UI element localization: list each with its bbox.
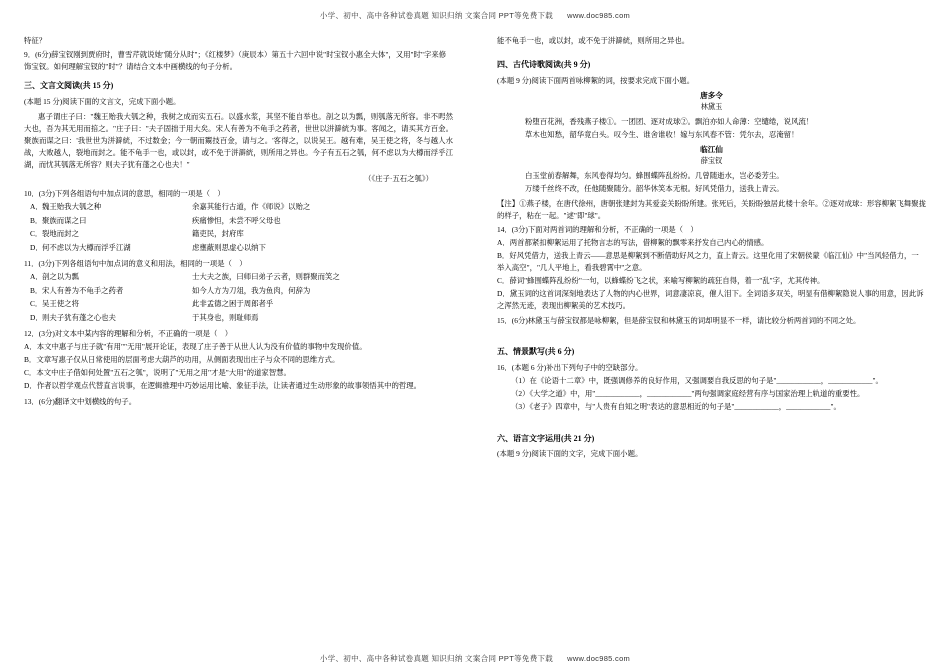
section-4-note: (本题 9 分)阅读下面两首咏柳絮的词，按要求完成下面小题。	[497, 75, 695, 85]
header-text: 小学、初中、高中各种试卷真题 知识归纳 文案合同 PPT等免费下载	[319, 11, 554, 20]
option-label: D．	[30, 242, 43, 252]
question-16-item-2: （2）《大学之道》中，用"____________，____________"两句强调家庭经营有序与国家治理上轨道的重要性。	[511, 388, 865, 398]
option-label: D．	[30, 312, 43, 322]
question-16-item-1: （1）在《论语十二章》中，既强调修养的良好作用，又强调要自我反思的句子是"____________，____________"。	[511, 375, 883, 385]
question-10-option-c	[30, 228, 453, 240]
section-5-title: 五、情景默写(共 6 分)	[497, 346, 575, 356]
question-11-option-a	[30, 271, 453, 283]
option-text-a: 裂地而封之	[42, 229, 79, 239]
classical-passage: 惠子谓庄子曰："魏王贻我大瓠之种，我树之成而实五石。以盛水浆，其坚不能自举也。剖之以为瓢，则瓠落无所容。非不呺然大也，吾为其无用而掊之。"庄子曰："夫子固拙于用大矣。宋人有善为不龟手之药者，世世以洴澼絖为事。客闻之，请买其方百金。聚族而谋之曰：'我世世为洴澼絖，不过数金；今一朝而鬻技百金，请与之。'客得之，以说吴王。越有难，吴王使之将，冬与越人水战，大败越人，裂地而封之。能不龟手一也，或以封，或不免于洴澼絖，则所用之异也。今子有五石之瓠，何不虑以为大樽而浮乎江湖，而忧其瓠落无所容？则夫子犹有蓬之心也夫！"	[24, 111, 453, 169]
page-header	[0, 10, 950, 21]
option-label: C．	[30, 299, 43, 309]
question-15: 15．(6分)林黛玉与薛宝钗都是咏柳絮，但是薛宝钗和林黛玉的词却明显不一样，请比较分析两首词的不同之处。	[497, 315, 861, 325]
poem-2-line-1: 白玉堂前春解舞，东风卷得均匀。蜂围蝶阵乱纷纷。几曾随逝水，岂必委芳尘。	[525, 170, 784, 180]
option-text-b: 如今人方为刀俎，我为鱼肉，何辞为	[192, 285, 311, 295]
poem-2-line-2: 万缕千丝终不改，任他随聚随分。韶华休笑本无根。好风凭借力，送我上青云。	[525, 183, 784, 193]
question-11-option-c	[30, 298, 453, 310]
right-column	[475, 34, 950, 646]
option-text-a: 聚族而谋之曰	[42, 215, 87, 225]
option-label: A．	[30, 272, 43, 282]
question-14-option-b: B．好风凭借力，送我上青云——意思是柳絮到不断借助好风之力，直上青云。这里化用了宋朝侯蒙《临江仙》中"当风轻借力，一举入高空"，"几人平地上，看我碧霄中"之意。	[497, 250, 919, 272]
spacer	[497, 327, 926, 339]
header-url: www.doc985.com	[567, 11, 631, 20]
option-text-b: 虑壅蔽则思虚心以纳下	[192, 242, 266, 252]
poem-2-author: 薛宝钗	[700, 157, 723, 166]
option-text-b: 士大夫之族，曰师曰弟子云者，则群聚而笑之	[192, 272, 340, 282]
poem-1-line-2: 草木也知愁，韶华竟白头。叹今生、谁舍谁收！嫁与东风春不管：凭尔去，忍淹留！	[525, 129, 799, 139]
page-footer	[0, 653, 950, 664]
question-10-option-d	[30, 242, 453, 254]
poem-2-title: 临江仙	[700, 144, 723, 154]
option-text-b: 余嘉其能行古道，作《师说》以贻之	[192, 202, 311, 212]
spacer-2	[497, 414, 926, 426]
section-6-note: (本题 9 分)阅读下面的文字，完成下面小题。	[497, 449, 643, 459]
option-text-a: 何不虑以为大樽而浮乎江湖	[42, 242, 131, 252]
option-label: C．	[30, 229, 43, 239]
poem-1-title: 唐多令	[700, 90, 723, 100]
question-10-option-b	[30, 215, 453, 227]
footer-text: 小学、初中、高中各种试卷真题 知识归纳 文案合同 PPT等免费下载	[319, 654, 554, 663]
option-text-a: 吴王使之将	[42, 299, 79, 309]
section-3-title: 三、文言文阅读(共 15 分)	[24, 80, 114, 90]
passage-source: （《庄子·五石之瓠》）	[364, 173, 433, 183]
option-text-b: 此非孟德之困于周郎者乎	[192, 299, 274, 309]
question-16-intro: 16．(本题 6 分)补出下列句子中的空缺部分。	[497, 362, 643, 372]
option-label: B．	[30, 215, 43, 225]
question-16-item-3: （3）《老子》四章中，与"人贵有自知之明"表达的意思相近的句子是"____________，____________"。	[511, 401, 841, 411]
option-text-a: 宋人有善为不龟手之药者	[42, 285, 124, 295]
poem-notes: 【注】①燕子楼，在唐代徐州，唐朝张建封为其爱妾关盼盼所建。张死后，关盼盼独居此楼十余年。②逐对成球：形容柳絮飞舞聚拢的样子，粘在一起。"逑"即"球"。	[497, 198, 926, 220]
option-text-a: 魏王贻我大瓠之种	[42, 202, 102, 212]
left-continued-text: 特征？	[24, 36, 47, 45]
question-12: 12．(3分)对文本中某内容的理解和分析，不正确的一项是（ ）	[24, 328, 233, 338]
question-11-option-d	[30, 312, 453, 324]
question-12-option-c: C．本文中庄子借如何处置"五石之瓠"，说明了"无用之用"才是"大用"的道家智慧。	[24, 367, 291, 377]
right-continued-text: 能不龟手一也，或以封，或不免于洴澼絖，则所用之异也。	[497, 36, 690, 45]
question-14-option-c: C．薛词"蜂围蝶阵乱纷纷"一句，以蜂蝶纷飞之状，来喻写柳絮的疏狂自得，着一"乱"字，尤其传神。	[497, 275, 825, 285]
question-12-option-b: B．文章写惠子仅从日常使用的层面考虑大葫芦的功用，从侧面表现出庄子与众不同的思维方式。	[24, 354, 340, 364]
section-3-note: (本题 15 分)阅读下面的文言文，完成下面小题。	[24, 96, 181, 106]
option-text-b: 疾痛惨怛，未尝不呼父母也	[192, 215, 281, 225]
left-column	[0, 34, 475, 646]
option-text-a: 剖之以为瓢	[42, 272, 79, 282]
footer-url: www.doc985.com	[567, 654, 631, 663]
question-9: 9．(6分)薛宝钗刚到贾府时，曹雪芹就说她"随分从时"；《红楼梦》（庚辰本）第五十六回中说"时宝钗小惠全大体"，又用"时"字来修饰宝钗。如何理解宝钗的"时"？请结合文本中画横线的句子分析。	[24, 49, 447, 71]
poem-1-author: 林黛玉	[700, 103, 723, 112]
question-11-option-b	[30, 285, 453, 297]
option-text-b: 籍吏民，封府库	[192, 229, 244, 239]
question-10-option-a	[30, 201, 453, 213]
option-text-b: 于其身也，则耻师焉	[192, 312, 259, 322]
question-14-option-d: D．黛玉词的这首词深刻地表达了人物的内心世界，词意凄凉哀，催人泪下。全词语多双关，明显有借柳絮隐说人事的用意，因此诉之浑然无迹，表现出柳絮美的艺术技巧。	[497, 288, 924, 310]
question-14-option-a: A．两首都紧扣柳絮运用了托物言志的写法，借柳絮的飘零来抒发自己内心的情感。	[497, 237, 769, 247]
two-column-body	[0, 34, 950, 646]
question-12-option-a: A．本文中惠子与庄子就"有用""无用"展开论证，表现了庄子善于从世人认为没有价值的事物中发现价值。	[24, 341, 367, 351]
option-label: A．	[30, 202, 43, 212]
poem-1-line-1: 粉堕百花洲，香残燕子楼①。一团团、逐对成球②。飘泊亦如人命薄：空缱绻，说风流！	[525, 116, 814, 126]
option-label: B．	[30, 285, 43, 295]
question-10: 10．(3分)下列各组语句中加点词的意思，相同的一项是（ ）	[24, 188, 225, 198]
section-4-title: 四、古代诗歌阅读(共 9 分)	[497, 59, 591, 69]
option-text-a: 则夫子犹有蓬之心也夫	[42, 312, 116, 322]
question-14: 14．(3分)下面对两首词的理解和分析，不正确的一项是（ ）	[497, 224, 698, 234]
section-6-title: 六、语言文字运用(共 21 分)	[497, 433, 595, 443]
question-12-option-d: D．作者以哲学观点代替直言说事，在逻辑推理中巧妙运用比喻、象征手法，让读者通过生动形象的故事领悟其中的哲理。	[24, 380, 422, 390]
question-13: 13．(6分)翻译文中划横线的句子。	[24, 396, 137, 406]
question-11: 11．(3分)下列各组语句中加点词的意义和用法，相同的一项是（ ）	[24, 258, 247, 268]
